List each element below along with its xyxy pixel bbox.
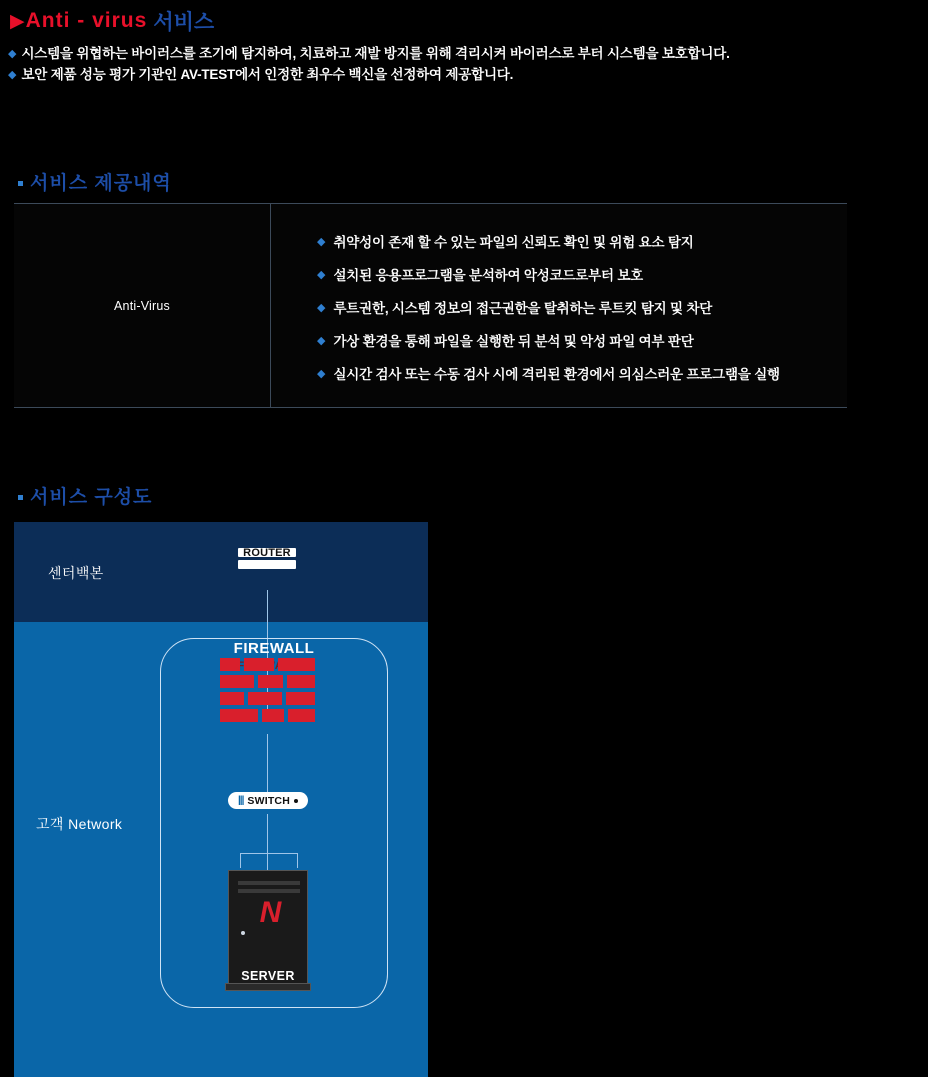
- table-list-item-text: 실시간 검사 또는 수동 검사 시에 격리된 환경에서 의심스러운 프로그램을 실행: [333, 367, 780, 382]
- section-heading-diagram: [18, 482, 152, 509]
- server-vendor-logo-icon: N: [259, 897, 279, 929]
- table-list-item: [317, 366, 847, 383]
- table-list-item: [317, 234, 847, 251]
- table-list-item: [317, 267, 847, 284]
- bullet-diamond-icon: ◆: [8, 48, 17, 60]
- intro-list-item: [8, 46, 888, 62]
- service-scope-table: [14, 203, 847, 408]
- table-list-item: [317, 333, 847, 350]
- server-connector-bracket: [240, 853, 298, 868]
- router-node: [238, 548, 296, 572]
- diagram-zone-label-customer-network: 고객 Network: [36, 816, 123, 832]
- table-row-content-cell: [271, 204, 847, 407]
- switch-label: SWITCH: [247, 794, 291, 807]
- bullet-diamond-icon: ◆: [317, 236, 326, 248]
- network-diagram: [14, 522, 428, 1077]
- server-base: [225, 983, 311, 991]
- router-body-bottom: [238, 560, 296, 569]
- server-label: SERVER: [241, 969, 295, 983]
- server-drive-slot: [238, 881, 300, 885]
- section-heading-label: 서비스 제공내역: [30, 173, 172, 194]
- diagram-zone-label-backbone: 센터백본: [48, 565, 104, 581]
- bullet-diamond-icon: ◆: [8, 69, 17, 81]
- bullet-diamond-icon: ◆: [317, 269, 326, 281]
- title-arrow-icon: ▶: [10, 10, 25, 32]
- intro-list-item: [8, 67, 888, 83]
- table-list-item-text: 취약성이 존재 할 수 있는 파일의 신뢰도 확인 및 위험 요소 탐지: [333, 235, 694, 250]
- firewall-brick-icon: [220, 658, 315, 736]
- switch-port-bars-icon: |||: [237, 795, 244, 806]
- square-bullet-icon: [18, 181, 23, 186]
- router-label: ROUTER: [243, 547, 291, 559]
- intro-text: 보안 제품 성능 평가 기관인 AV-TEST에서 인정한 최우수 백신을 선정하여 제공합니다.: [21, 67, 514, 82]
- table-list-item-text: 루트권한, 시스템 정보의 접근권한을 탈취하는 루트킷 탐지 및 차단: [333, 301, 713, 316]
- intro-list: [8, 46, 888, 88]
- table-list-item-text: 설치된 응용프로그램을 분석하여 악성코드로부터 보호: [333, 268, 644, 283]
- server-drive-slot: [238, 889, 300, 893]
- intro-text: 시스템을 위협하는 바이러스를 조기에 탐지하여, 치료하고 재발 방지를 위해 격리시켜 바이러스로 부터 시스템을 보호합니다.: [21, 46, 730, 61]
- table-row-label-cell: [14, 204, 271, 407]
- switch-status-led-icon: [294, 799, 298, 803]
- table-list-item-text: 가상 환경을 통해 파일을 실행한 뒤 분석 및 악성 파일 여부 판단: [333, 334, 694, 349]
- section-heading-service-scope: [18, 168, 172, 195]
- table-row-label: Anti-Virus: [114, 298, 170, 313]
- switch-node: [228, 792, 308, 809]
- table-list-item: [317, 300, 847, 317]
- firewall-label: FIREWALL: [233, 640, 315, 657]
- section-heading-label: 서비스 구성도: [30, 487, 153, 508]
- server-power-led-icon: [241, 931, 245, 935]
- square-bullet-icon: [18, 495, 23, 500]
- bullet-diamond-icon: ◆: [317, 368, 326, 380]
- page-title: [10, 6, 214, 36]
- bullet-diamond-icon: ◆: [317, 335, 326, 347]
- bullet-diamond-icon: ◆: [317, 302, 326, 314]
- page-title-english: Anti - virus: [25, 9, 148, 32]
- page-title-korean: 서비스: [153, 11, 215, 34]
